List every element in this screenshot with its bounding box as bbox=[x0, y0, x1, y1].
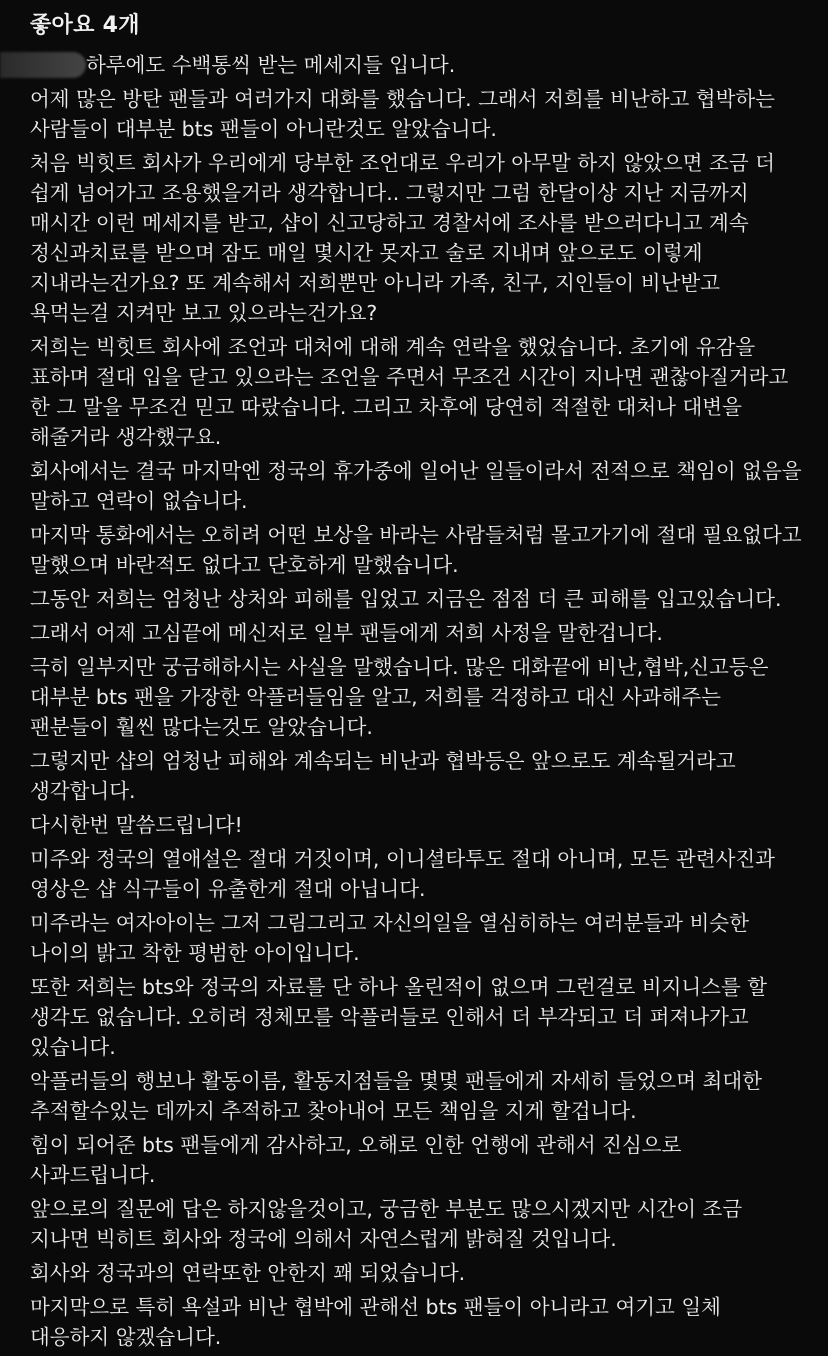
post-paragraph: 그래서 어제 고심끝에 메신저로 일부 팬들에게 저희 사정을 말한겁니다. bbox=[30, 621, 663, 645]
post-paragraph: 회사에서는 결국 마지막엔 정국의 휴가중에 일어난 일들이라서 전적으로 책임이 없음을 말하고 연락이 없습니다. bbox=[30, 459, 802, 513]
post-paragraph: 미주라는 여자아이는 그저 그림그리고 자신의일을 열심히하는 여러분들과 비슷한 나이의 밝고 착한 평범한 아이입니다. bbox=[30, 911, 749, 965]
post-paragraph: 앞으로의 질문에 답은 하지않을것이고, 궁금한 부분도 많으시겠지만 시간이 조금 지나면 빅히트 회사와 정국에 의해서 자연스럽게 밝혀질 것입니다. bbox=[30, 1197, 743, 1251]
post-body bbox=[30, 50, 802, 1356]
redacted-username bbox=[0, 52, 86, 78]
post-paragraph-text: 하루에도 수백통씩 받는 메세지들 입니다. bbox=[86, 53, 456, 77]
post-paragraph: 다시한번 말씀드립니다! bbox=[30, 813, 243, 837]
post-paragraph: 마지막 통화에서는 오히려 어떤 보상을 바라는 사람들처럼 몰고가기에 절대 필요없다고 말했으며 바란적도 없다고 단호하게 말했습니다. bbox=[30, 523, 802, 577]
post-paragraph: 힘이 되어준 bts 팬들에게 감사하고, 오해로 인한 언행에 관해서 진심으로 사과드립니다. bbox=[30, 1133, 682, 1187]
post-paragraph: 악플러들의 행보나 활동이름, 활동지점들을 몇몇 팬들에게 자세히 들었으며 최대한 추적할수있는 데까지 추적하고 찾아내어 모든 책임을 지게 할겁니다. bbox=[30, 1069, 762, 1123]
post-paragraph: 미주와 정국의 열애설은 절대 거짓이며, 이니셜타투도 절대 아니며, 모든 관련사진과 영상은 샵 식구들이 유출한게 절대 아닙니다. bbox=[30, 847, 775, 901]
post-paragraph: 어제 많은 방탄 팬들과 여러가지 대화를 했습니다. 그래서 저희를 비난하고 협박하는 사람들이 대부분 bts 팬들이 아니란것도 알았습니다. bbox=[30, 87, 775, 141]
post-paragraph: 회사와 정국과의 연락또한 안한지 꽤 되었습니다. bbox=[30, 1261, 466, 1285]
post-paragraph: 마지막으로 특히 욕설과 비난 협박에 관해선 bts 팬들이 아니라고 여기고 일체 대응하지 않겠습니다. bbox=[30, 1295, 721, 1349]
post-paragraph: 극히 일부지만 궁금해하시는 사실을 말했습니다. 많은 대화끝에 비난,협박,신고등은 대부분 bts 팬을 가장한 악플러들임을 알고, 저희를 걱정하고 대신 사과해주는 팬분들이 훨씬 많다는것도 알았습니다. bbox=[30, 655, 769, 739]
likes-count[interactable]: 좋아요 4개 bbox=[30, 13, 140, 38]
post-paragraph bbox=[30, 50, 802, 80]
post-paragraph: 저희는 빅힛트 회사에 조언과 대처에 대해 계속 연락을 했었습니다. 초기에 유감을 표하며 절대 입을 닫고 있으라는 조언을 주면서 무조건 시간이 지나면 괜찮아질거라고 한 그 말을 무조건 믿고 따랐습니다. 그리고 차후에 당연히 적절한 대처나 대변을 해줄거라 생각했구요. bbox=[30, 335, 789, 449]
post-paragraph: 또한 저희는 bts와 정국의 자료를 단 하나 올린적이 없으며 그런걸로 비지니스를 할 생각도 없습니다. 오히려 정체모를 악플러들로 인해서 더 부각되고 더 퍼져나가고 있습니다. bbox=[30, 975, 768, 1059]
post-paragraph: 처음 빅힛트 회사가 우리에게 당부한 조언대로 우리가 아무말 하지 않았으면 조금 더 쉽게 넘어가고 조용했을거라 생각합니다.. 그렇지만 그럼 한달이상 지난 지금까지 매시간 이런 메세지를 받고, 샵이 신고당하고 경찰서에 조사를 받으러다니고 계속 정신과치료를 받으며 잠도 매일 몇시간 못자고 술로 지내며 앞으로도 이렇게 지내라는건가요? 또 계속해서 저희뿐만 아니라 가족, 친구, 지인들이 비난받고 욕먹는걸 지켜만 보고 있으라는건가요? bbox=[30, 151, 775, 325]
post-paragraph: 그렇지만 샵의 엄청난 피해와 계속되는 비난과 협박등은 앞으로도 계속될거라고 생각합니다. bbox=[30, 749, 736, 803]
post-paragraph: 그동안 저희는 엄청난 상처와 피해를 입었고 지금은 점점 더 큰 피해를 입고있습니다. bbox=[30, 587, 782, 611]
